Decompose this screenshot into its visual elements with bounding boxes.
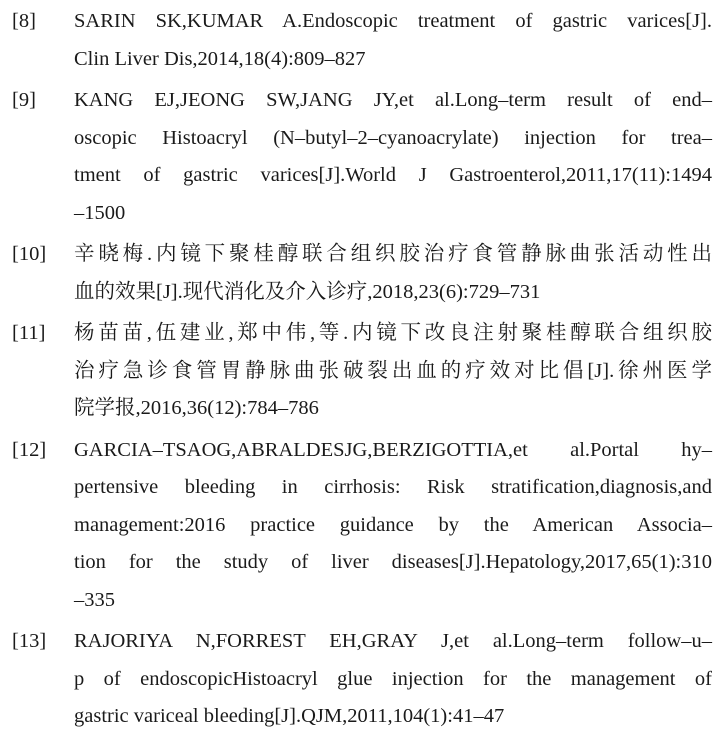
reference-line: 院学报,2016,36(12):784–786	[74, 397, 319, 419]
reference-line: tion for the study of liver diseases[J].Hepatology,2017,65(1):310	[74, 551, 712, 573]
reference-line: –335	[74, 588, 115, 611]
reference-line: 血的效果[J].现代消化及介入诊疗,2018,23(6):729–731	[74, 280, 541, 303]
reference-line: 杨苗苗,伍建业,郑中伟,等.内镜下改良注射聚桂醇联合组织胶	[74, 322, 712, 344]
reference-number: [12]	[12, 438, 47, 461]
reference-number: [10]	[12, 243, 47, 265]
reference-line: RAJORIYA N,FORREST EH,GRAY J,et al.Long–term follow–u–	[74, 630, 712, 652]
reference-line: 辛晓梅.内镜下聚桂醇联合组织胶治疗食管静脉曲张活动性出	[74, 243, 712, 265]
reference-item-13	[12, 623, 712, 736]
reference-item-12	[12, 432, 712, 620]
reference-item-9	[12, 82, 712, 232]
reference-item-10	[12, 236, 712, 311]
reference-line: KANG EJ,JEONG SW,JANG JY,et al.Long–term result of end–	[74, 89, 712, 111]
reference-line: management:2016 practice guidance by the American Associa–	[74, 513, 712, 536]
reference-list	[12, 3, 712, 736]
reference-line: GARCIA–TSAOG,ABRALDESJG,BERZIGOTTIA,et al.Portal hy–	[74, 438, 712, 461]
reference-number: [13]	[12, 630, 47, 652]
reference-line: p of endoscopicHistoacryl glue injection for the management of	[74, 667, 712, 690]
reference-line: oscopic Histoacryl (N–butyl–2–cyanoacrylate) injection for trea–	[74, 126, 712, 149]
reference-line: Clin Liver Dis,2014,18(4):809–827	[74, 47, 366, 70]
reference-line: pertensive bleeding in cirrhosis: Risk stratification,diagnosis,and	[74, 476, 712, 498]
reference-number: [9]	[12, 89, 36, 111]
reference-line: gastric variceal bleeding[J].QJM,2011,104(1):41–47	[74, 705, 505, 727]
reference-line: –1500	[74, 201, 126, 224]
reference-line: tment of gastric varices[J].World J Gastroenterol,2011,17(11):1494	[74, 164, 712, 186]
reference-item-8	[12, 3, 712, 78]
reference-line: 治疗急诊食管胃静脉曲张破裂出血的疗效对比倡[J].徐州医学	[74, 359, 712, 382]
reference-item-11	[12, 315, 712, 428]
reference-line: SARIN SK,KUMAR A.Endoscopic treatment of gastric varices[J].	[74, 10, 712, 32]
reference-number: [11]	[12, 322, 46, 344]
reference-number: [8]	[12, 10, 36, 32]
